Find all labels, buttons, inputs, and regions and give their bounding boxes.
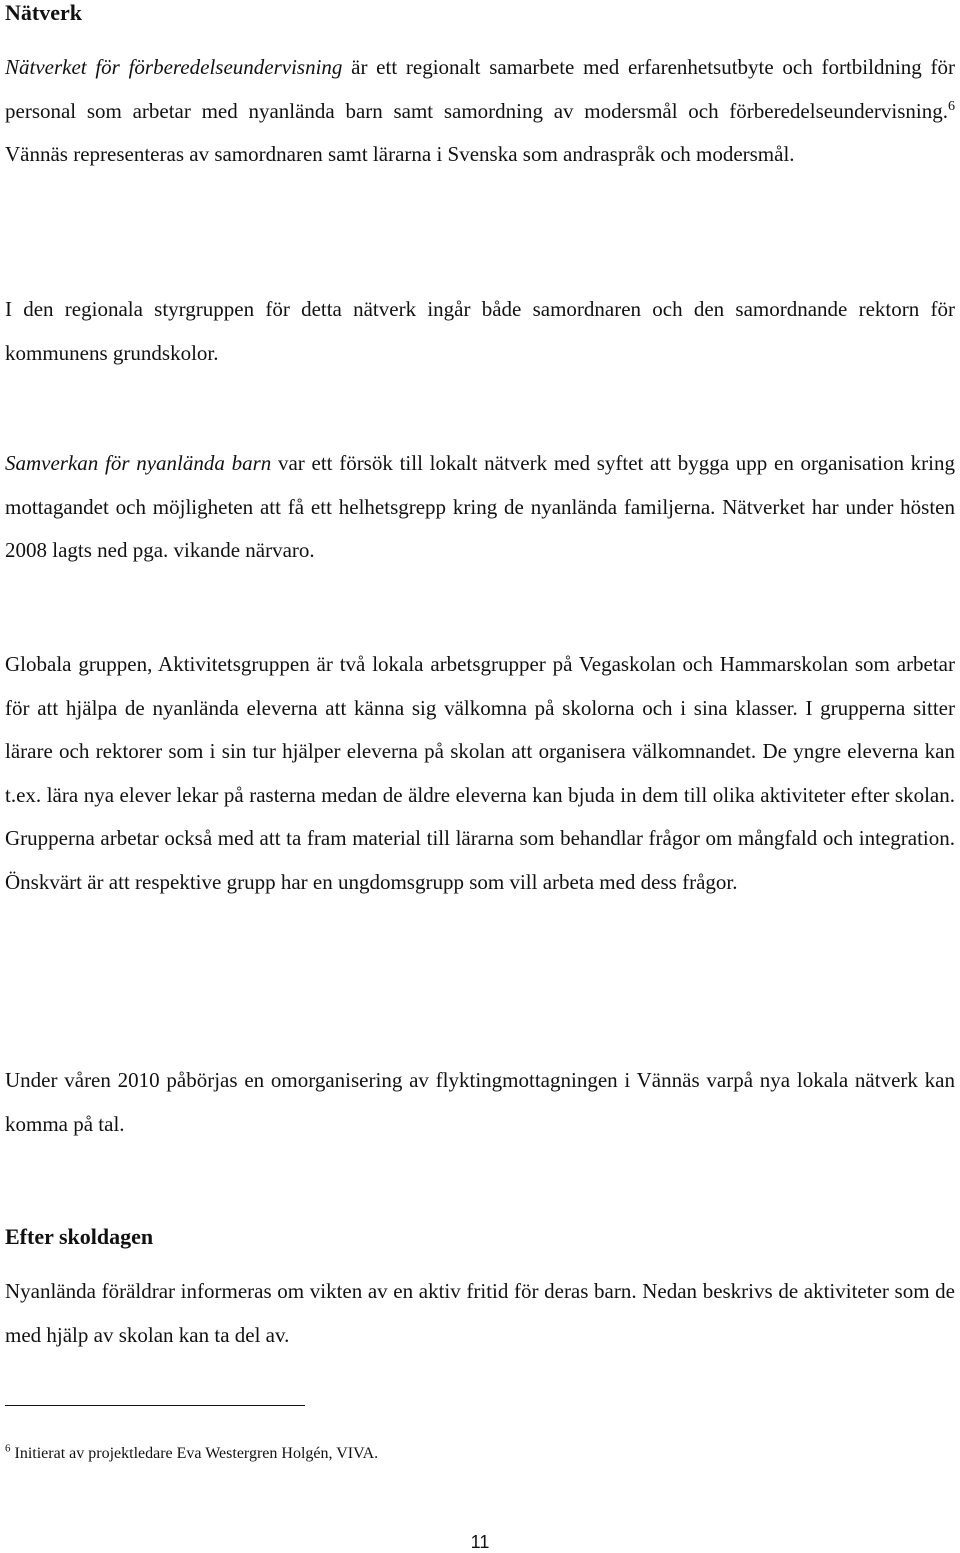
footnote-number: 6 [5,1442,11,1455]
paragraph-omorganisering: Under våren 2010 påbörjas en omorganisering av flyktingmottagningen i Vännäs varpå nya lokala nätverk kan komma på tal. [5,1068,955,1136]
section-heading-natverk: Nätverk [5,0,82,25]
paragraph-styrgrupp: I den regionala styrgruppen för detta nätverk ingår både samordnaren och den samordnande rektorn för kommunens grundskolor. [5,297,955,365]
section-heading-efter-skoldagen: Efter skoldagen [5,1224,154,1249]
italic-term: Nätverket för förberedelseundervisning [5,55,343,79]
footnote-divider [5,1405,305,1406]
page-number: 11 [470,1532,490,1552]
paragraph-text: är ett regionalt samarbete med erfarenhetsutbyte och fortbildning för personal som arbetar med nyanlända barn samt samordning av modersmål och förberedelseundervisning. [5,55,955,123]
paragraph-text: Vännäs representeras av samordnaren samt lärarna i Svenska som andraspråk och modersmål. [5,142,795,167]
footnote-reference[interactable]: 6 [948,98,955,114]
paragraph-text: var ett försök till lokalt nätverk med syftet att bygga upp en organisation kring mottagandet och möjligheten att få ett helhetsgrepp kring de nyanlända familjerna. Nätverket har under hösten 2008 lagts ned pga. vikande närvaro. [5,451,955,563]
paragraph-globala-gruppen: Globala gruppen, Aktivitetsgruppen är två lokala arbetsgrupper på Vegaskolan och Hammarskolan som arbetar för att hjälpa de nyanlända eleverna att känna sig välkomna på skolorna och i sina klasser. I grupperna sitter lärare och rektorer som i sin tur hjälper eleverna på skolan att organisera välkomnandet. De yngre eleverna kan t.ex. lära nya elever lekar på rasterna medan de äldre eleverna kan bjuda in dem till olika aktiviteter efter skolan. Grupperna arbetar också med att ta fram material till lärarna som behandlar frågor om mångfald och integration. Önskvärt är att respektive grupp har en ungdomsgrupp som vill arbeta med dess frågor. [5,652,955,894]
paragraph-efter-skoldagen: Nyanlända föräldrar informeras om vikten av en aktiv fritid för deras barn. Nedan beskrivs de aktiviteter som de med hjälp av skolan kan ta del av. [5,1279,955,1347]
paragraph-natverk-forberedelse [5,46,955,177]
paragraph-samverkan [5,442,955,573]
footnote [5,1443,955,1465]
italic-term: Samverkan för nyanlända barn [5,451,272,475]
footnote-text: Initierat av projektledare Eva Westergren Holgén, VIVA. [10,1445,379,1462]
